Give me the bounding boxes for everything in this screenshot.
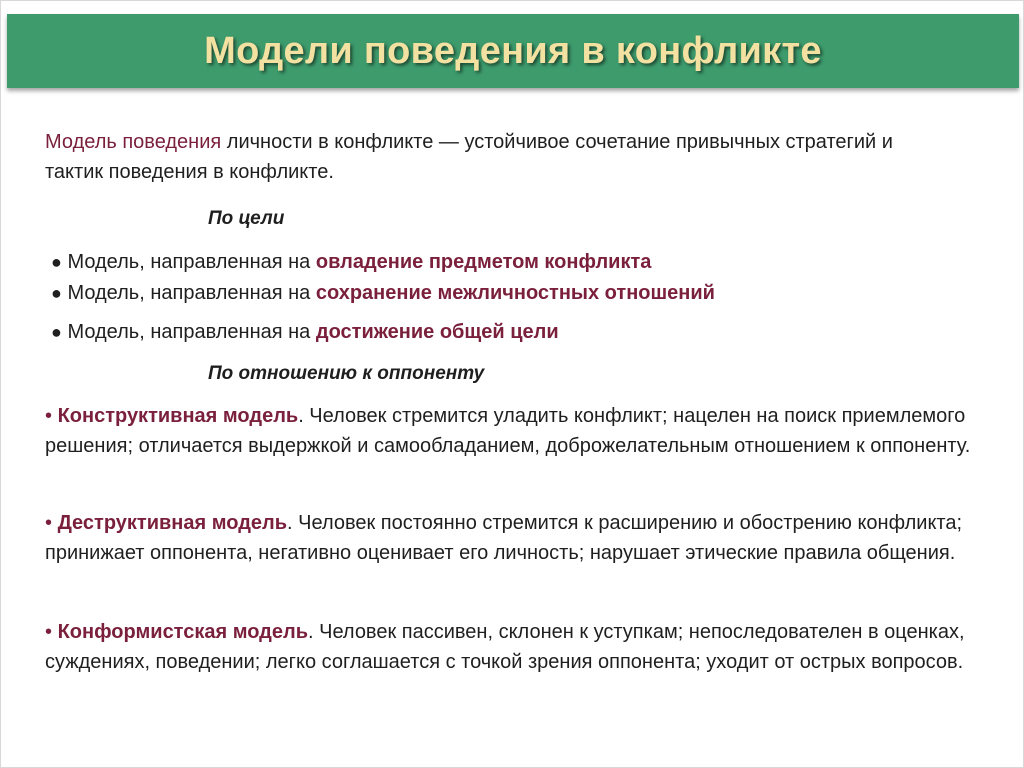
model-description: . Человек постоянно стремится к расширению и обострению конфликта; принижает оппонента, негативно оценивает его личность; нарушает этические правила общения. — [45, 512, 963, 564]
model-item-constructive — [45, 401, 985, 461]
model-item-destructive — [45, 508, 985, 568]
bullet-icon: • — [45, 512, 58, 534]
bullet-icon: ● — [51, 252, 62, 272]
goal-item-highlight: овладение предметом конфликта — [315, 251, 652, 273]
bullet-icon: ● — [51, 322, 62, 342]
by-opponent-heading: По отношению к оппоненту — [208, 363, 485, 384]
model-name: Деструктивная модель — [57, 512, 288, 534]
definition-paragraph — [45, 127, 945, 187]
goal-item — [51, 321, 559, 344]
goal-item-highlight: достижение общей цели — [315, 321, 559, 343]
title-bar — [7, 14, 1019, 88]
definition-term: Модель поведения — [45, 131, 222, 153]
model-name: Конструктивная модель — [57, 405, 299, 427]
bullet-icon: ● — [51, 283, 62, 303]
bullet-icon: • — [45, 621, 58, 643]
goal-item-prefix: Модель, направленная на — [67, 321, 316, 343]
goal-item — [51, 282, 715, 305]
slide-title: Модели поведения в конфликте — [204, 29, 822, 72]
model-description: . Человек пассивен, склонен к уступкам; непоследователен в оценках, суждениях, поведении; легко соглашается с точкой зрения оппонента; уходит от острых вопросов. — [45, 621, 965, 673]
goal-item — [51, 251, 651, 274]
model-name: Конформистская модель — [57, 621, 309, 643]
goal-item-prefix: Модель, направленная на — [67, 282, 316, 304]
bullet-icon: • — [45, 405, 58, 427]
goal-item-highlight: сохранение межличностных отношений — [315, 282, 715, 304]
goal-item-prefix: Модель, направленная на — [67, 251, 316, 273]
model-description: . Человек стремится уладить конфликт; нацелен на поиск приемлемого решения; отличается выдержкой и самообладанием, доброжелательным отношением к оппоненту. — [45, 405, 971, 457]
by-goal-heading: По цели — [208, 208, 285, 229]
model-item-conformist — [45, 617, 985, 677]
definition-text: личности в конфликте — устойчивое сочетание привычных стратегий и тактик поведения в конфликте. — [45, 131, 893, 183]
